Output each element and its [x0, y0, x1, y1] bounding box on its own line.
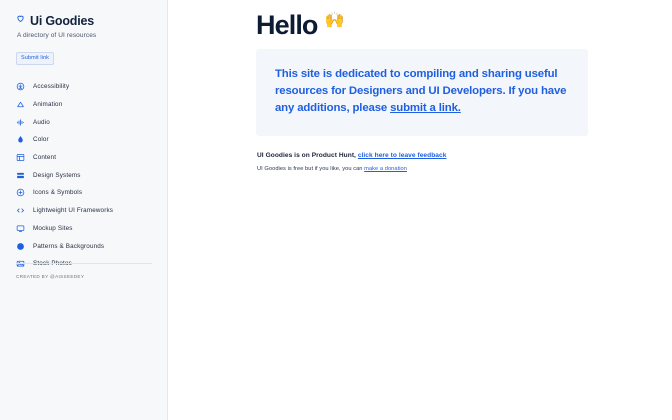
- sidebar-item-label: Design Systems: [33, 171, 81, 179]
- sidebar-item-color[interactable]: [16, 131, 155, 149]
- page-title: Hello: [256, 10, 318, 40]
- page-title-row: [256, 12, 588, 39]
- mockup-icon: [16, 224, 25, 233]
- sidebar-item-label: Animation: [33, 101, 63, 109]
- sidebar-footer-credit: CREATED BY @AISSEEDEY: [16, 274, 85, 279]
- donation-note: [257, 166, 588, 172]
- icons-symbols-icon: [16, 188, 25, 197]
- sidebar-item-accessibility[interactable]: [16, 78, 155, 96]
- sidebar-item-label: Mockup Sites: [33, 224, 73, 232]
- accessibility-icon: [16, 82, 25, 91]
- sidebar-item-label: Patterns & Backgrounds: [33, 242, 105, 250]
- submit-a-link-link[interactable]: submit a link.: [390, 101, 461, 114]
- sidebar-item-mockup-sites[interactable]: [16, 220, 155, 238]
- sidebar-item-design-systems[interactable]: [16, 166, 155, 184]
- content-icon: [16, 153, 25, 162]
- sidebar-item-content[interactable]: [16, 149, 155, 167]
- product-hunt-note: [257, 152, 588, 159]
- code-icon: [16, 206, 25, 215]
- audio-icon: [16, 118, 25, 127]
- sidebar-item-label: Accessibility: [33, 83, 70, 91]
- product-hunt-feedback-link[interactable]: click here to leave feedback: [357, 151, 447, 159]
- main-content: [168, 0, 672, 420]
- sidebar-item-icons-symbols[interactable]: [16, 184, 155, 202]
- intro-callout-body: This site is dedicated to compiling and sharing useful resources for Designers and UI Developers. If you have any additions, please: [275, 68, 567, 114]
- sidebar: [0, 0, 168, 420]
- donation-note-text: UI Goodies is free but if you like, you can: [257, 165, 365, 172]
- brand-title: Ui Goodies: [30, 14, 94, 28]
- brand-subtitle: A directory of UI resources: [17, 32, 97, 39]
- sidebar-item-patterns-backgrounds[interactable]: [16, 237, 155, 255]
- color-drop-icon: [16, 135, 25, 144]
- raised-hands-emoji-icon: 🙌: [324, 12, 345, 29]
- product-hunt-note-text: UI Goodies is on Product Hunt,: [257, 151, 358, 159]
- patterns-icon: [16, 242, 25, 251]
- sidebar-item-animation[interactable]: [16, 96, 155, 114]
- heart-icon: [16, 14, 25, 26]
- sidebar-item-label: Color: [33, 136, 49, 144]
- sidebar-item-label: Icons & Symbols: [33, 189, 83, 197]
- intro-callout: [256, 49, 588, 136]
- sidebar-item-label: Content: [33, 154, 57, 162]
- intro-callout-text: [275, 66, 569, 117]
- sidebar-item-label: Audio: [33, 118, 50, 126]
- brand[interactable]: [16, 14, 155, 28]
- sidebar-item-audio[interactable]: [16, 113, 155, 131]
- sidebar-item-lightweight-ui-frameworks[interactable]: [16, 202, 155, 220]
- animation-icon: [16, 100, 25, 109]
- make-a-donation-link[interactable]: make a donation: [364, 165, 407, 172]
- sidebar-item-label: Lightweight UI Frameworks: [33, 207, 114, 215]
- sidebar-nav: [16, 78, 155, 273]
- submit-link-button[interactable]: Submit link: [16, 52, 54, 66]
- sidebar-divider: [16, 263, 152, 264]
- design-systems-icon: [16, 171, 25, 180]
